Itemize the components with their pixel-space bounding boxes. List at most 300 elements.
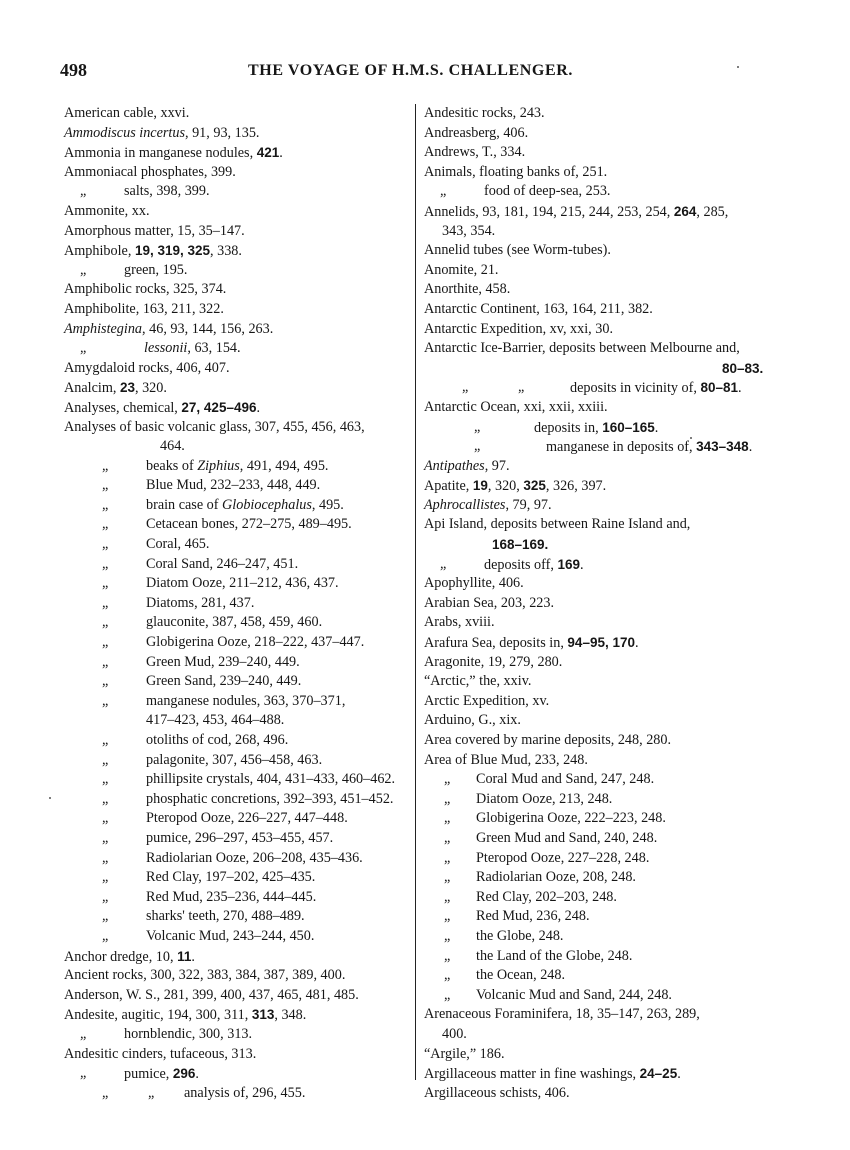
ditto-mark: „ — [102, 810, 109, 827]
entry-main: pumice, — [124, 1066, 173, 1083]
entry-tail: , 491, 494, 495. — [239, 457, 329, 474]
entry-text — [424, 476, 606, 497]
index-entry — [424, 143, 784, 163]
index-entry — [424, 378, 784, 398]
index-entry — [424, 653, 784, 673]
entry-text — [146, 770, 395, 790]
entry-main: Andesitic rocks, 243. — [424, 105, 545, 121]
ditto-mark: „ — [102, 751, 109, 768]
entry-main: Globigerina Ooze, 222–223, 248. — [476, 810, 666, 827]
index-entry — [64, 1025, 414, 1045]
ditto-mark: „ — [518, 379, 525, 396]
entry-text — [476, 770, 654, 790]
entry-text — [570, 378, 742, 399]
entry-main: Andrews, T., 334. — [424, 144, 526, 161]
ditto-mark: „ — [80, 1065, 87, 1082]
entry-text — [64, 300, 224, 320]
entry-main: sharks' teeth, 270, 488–489. — [146, 908, 305, 925]
entry-text — [146, 594, 254, 614]
italic-term: Ziphius — [197, 457, 240, 474]
entry-text — [424, 515, 690, 535]
index-entry — [64, 104, 414, 124]
index-entry — [424, 711, 784, 731]
entry-continuation: 400. — [442, 1025, 467, 1042]
index-entry — [64, 966, 414, 986]
index-entry — [424, 104, 784, 124]
index-entry — [64, 359, 414, 379]
index-entry — [64, 829, 414, 849]
entry-main: Coral Sand, 246–247, 451. — [146, 555, 299, 572]
entry-text — [64, 378, 167, 399]
entry-text — [146, 555, 298, 575]
entry-main: Diatom Ooze, 211–212, 436, 437. — [146, 575, 339, 592]
ditto-mark: „ — [444, 947, 451, 964]
index-entry — [64, 515, 414, 535]
entry-tail: . — [635, 635, 639, 652]
entry-continuation: 343, 354. — [442, 222, 496, 239]
index-entry — [64, 143, 414, 163]
entry-main: Coral, 465. — [146, 536, 210, 553]
entry-tail: . — [195, 1066, 199, 1083]
entry-text — [476, 849, 649, 869]
entry-main: Arabian Sea, 203, 223. — [424, 594, 555, 611]
index-entry — [64, 241, 414, 261]
entry-main: Amphibole, — [64, 243, 135, 260]
entry-main: Volcanic Mud, 243–244, 450. — [146, 927, 315, 944]
entry-text — [146, 790, 393, 810]
index-entry — [424, 163, 784, 183]
ditto-mark: „ — [102, 496, 109, 513]
bold-reference: 296 — [172, 1066, 196, 1082]
ditto-mark: „ — [444, 986, 451, 1003]
page-number: 498 — [60, 60, 87, 80]
ditto-mark: „ — [102, 927, 109, 944]
index-entry — [424, 437, 784, 457]
index-entry — [64, 1084, 414, 1104]
ditto-mark: „ — [102, 732, 109, 748]
entry-main: , 63, 154. — [187, 340, 241, 357]
ditto-mark: „ — [444, 967, 451, 984]
index-entry — [64, 633, 414, 653]
entry-tail: , 348. — [274, 1007, 307, 1024]
bold-reference: 11 — [177, 948, 192, 964]
entry-text — [424, 457, 510, 477]
index-entry — [424, 751, 784, 771]
entry-tail: , 338. — [210, 243, 242, 260]
entry-continuation: 80–83. — [722, 360, 764, 376]
entry-tail: , 320, — [487, 478, 524, 495]
entry-tail: , 326, 397. — [545, 478, 607, 495]
index-entry — [64, 163, 414, 183]
entry-main: food of deep-sea, 253. — [484, 183, 611, 200]
entry-text — [146, 515, 352, 535]
entry-text — [424, 339, 740, 359]
entry-main: pumice, 296–297, 453–455, 457. — [146, 829, 334, 846]
index-entry — [424, 986, 784, 1006]
entry-text — [484, 555, 584, 576]
entry-text — [476, 966, 565, 986]
entry-main: Red Clay, 197–202, 425–435. — [146, 869, 316, 886]
entry-text — [146, 809, 348, 829]
italic-term: lessonii — [144, 340, 188, 357]
ditto-mark: „ — [102, 849, 109, 866]
entry-main: Annelids, 93, 181, 194, 215, 244, 253, 254, — [424, 203, 674, 220]
entry-main: deposits in vicinity of, — [570, 380, 701, 397]
index-entry — [64, 613, 414, 633]
ditto-mark: „ — [80, 183, 87, 200]
entry-text — [64, 143, 283, 164]
entry-main: Green Sand, 239–240, 449. — [146, 673, 302, 690]
entry-text — [424, 104, 545, 124]
ditto-mark: „ — [102, 790, 109, 807]
entry-text — [146, 849, 363, 869]
entry-text — [424, 633, 639, 654]
entry-main: , 79, 97. — [505, 496, 552, 513]
entry-main: Ancient rocks, 300, 322, 383, 384, 387, 389, 400. — [64, 967, 346, 984]
entry-main: beaks of — [146, 457, 198, 474]
entry-main: deposits off, — [484, 556, 558, 573]
entry-main: Antarctic Ice-Barrier, deposits between Melbourne and, — [424, 340, 740, 357]
entry-text — [64, 280, 226, 300]
entry-tail: . — [654, 419, 659, 436]
index-entry — [424, 339, 784, 378]
ditto-mark: „ — [148, 1084, 155, 1101]
ditto-mark: „ — [102, 536, 109, 553]
entry-main: Aragonite, 19, 279, 280. — [424, 653, 563, 670]
entry-main: Green Mud, 239–240, 449. — [146, 653, 300, 670]
entry-tail: . — [677, 1066, 681, 1083]
entry-text — [64, 1045, 256, 1065]
entry-text — [424, 672, 531, 692]
entry-main: Arenaceous Foraminifera, 18, 35–147, 263, 289, — [424, 1006, 700, 1023]
entry-main: Area covered by marine deposits, 248, 280. — [424, 732, 672, 748]
stray-mark — [690, 437, 692, 439]
entry-main: Diatoms, 281, 437. — [146, 594, 255, 611]
entry-main: Anchor dredge, 10, — [64, 948, 178, 965]
index-entry — [64, 986, 414, 1006]
entry-main: Green Mud and Sand, 240, 248. — [476, 829, 658, 846]
index-entry — [64, 1005, 414, 1025]
index-entry — [424, 280, 784, 300]
ditto-mark: „ — [444, 927, 451, 944]
entry-main: Amorphous matter, 15, 35–147. — [64, 222, 245, 239]
ditto-mark: „ — [462, 379, 469, 396]
index-entry — [64, 888, 414, 908]
entry-main: the Ocean, 248. — [476, 967, 566, 984]
entry-tail: . — [738, 380, 742, 397]
entry-text — [476, 868, 636, 888]
entry-main: Pteropod Ooze, 226–227, 447–448. — [146, 810, 348, 827]
entry-text — [476, 986, 672, 1006]
ditto-mark: „ — [444, 908, 451, 925]
ditto-mark: „ — [102, 516, 109, 533]
entry-main: Radiolarian Ooze, 208, 248. — [476, 869, 636, 886]
ditto-mark: „ — [80, 261, 87, 278]
index-entry — [64, 809, 414, 829]
index-entry — [424, 418, 784, 438]
index-entry — [424, 496, 784, 516]
entry-text — [144, 339, 241, 359]
entry-text — [146, 633, 364, 653]
entry-main: Anomite, 21. — [424, 261, 499, 278]
entry-text — [64, 1005, 306, 1026]
index-entry — [64, 555, 414, 575]
entry-text — [424, 1005, 700, 1025]
index-entry — [424, 594, 784, 614]
entry-text — [424, 300, 653, 320]
entry-text — [146, 927, 314, 947]
bold-reference: 23 — [119, 380, 135, 396]
entry-tail: , 495. — [311, 496, 344, 513]
entry-tail: . — [748, 439, 753, 456]
entry-text — [64, 359, 230, 379]
index-entry — [424, 613, 784, 633]
entry-main: salts, 398, 399. — [124, 183, 210, 200]
ditto-mark: „ — [444, 829, 451, 846]
entry-tail: . — [191, 948, 195, 965]
entry-text — [64, 398, 260, 419]
index-entry — [64, 653, 414, 673]
ditto-mark: „ — [102, 1084, 109, 1101]
entry-main: Amphibolite, 163, 211, 322. — [64, 300, 224, 317]
entry-tail: , 320. — [134, 380, 167, 397]
entry-tail: . — [279, 145, 283, 162]
entry-tail: . — [256, 399, 261, 416]
entry-main: Argillaceous matter in fine washings, — [424, 1066, 640, 1083]
index-entry — [64, 751, 414, 771]
entry-main: Area of Blue Mud, 233, 248. — [424, 751, 588, 768]
entry-text — [476, 888, 617, 908]
entry-text — [146, 907, 305, 927]
entry-main: Pteropod Ooze, 227–228, 248. — [476, 849, 650, 866]
entry-continuation: 417–423, 453, 464–488. — [146, 712, 285, 729]
entry-main: Volcanic Mud and Sand, 244, 248. — [476, 986, 672, 1003]
entry-main: phillipsite crystals, 404, 431–433, 460–462. — [146, 771, 396, 788]
index-entry — [424, 202, 784, 241]
entry-text — [476, 947, 632, 967]
index-entry — [64, 731, 414, 751]
index-entry — [424, 457, 784, 477]
ditto-mark: „ — [80, 1025, 87, 1042]
entry-text — [124, 261, 187, 281]
entry-main: the Land of the Globe, 248. — [476, 947, 633, 964]
entry-text — [424, 1084, 570, 1104]
index-entry — [424, 770, 784, 790]
index-entry — [64, 692, 414, 731]
entry-main: Apatite, — [424, 478, 473, 495]
entry-text — [424, 692, 549, 712]
index-entry — [64, 124, 414, 144]
index-entry — [64, 535, 414, 555]
entry-main: Ammoniacal phosphates, 399. — [64, 163, 236, 180]
stray-mark — [49, 797, 51, 799]
index-entry — [424, 476, 784, 496]
entry-main: Blue Mud, 232–233, 448, 449. — [146, 477, 321, 494]
entry-main: Api Island, deposits between Raine Island and, — [424, 516, 691, 533]
entry-main: , 97. — [484, 457, 510, 474]
entry-text — [146, 574, 339, 594]
entry-text — [476, 809, 666, 829]
page-header — [0, 60, 850, 84]
entry-text — [424, 1045, 505, 1065]
index-entry — [424, 849, 784, 869]
entry-text — [146, 535, 209, 555]
bold-reference: 169 — [557, 556, 580, 572]
entry-main: American cable, xxvi. — [64, 105, 190, 121]
entry-main: Globigerina Ooze, 218–222, 437–447. — [146, 634, 365, 651]
index-entry — [64, 770, 414, 790]
entry-main: palagonite, 307, 456–458, 463. — [146, 751, 323, 768]
entry-text — [64, 966, 345, 986]
entry-main: Anderson, W. S., 281, 399, 400, 437, 465, 481, 485. — [64, 986, 359, 1003]
entry-text — [424, 731, 671, 751]
entry-main: Analcim, — [64, 380, 120, 397]
entry-text — [146, 829, 333, 849]
index-entry — [424, 574, 784, 594]
index-entry — [424, 398, 784, 418]
entry-main: Red Mud, 235–236, 444–445. — [146, 888, 317, 905]
entry-main: Andesitic cinders, tufaceous, 313. — [64, 1045, 257, 1062]
index-entry — [64, 594, 414, 614]
ditto-mark: „ — [102, 908, 109, 925]
entry-text — [424, 143, 525, 163]
index-entry — [424, 300, 784, 320]
entry-text — [146, 476, 320, 496]
index-entry — [424, 1045, 784, 1065]
entry-text — [424, 320, 613, 340]
ditto-mark: „ — [102, 771, 109, 788]
index-entry — [424, 692, 784, 712]
index-entry — [64, 280, 414, 300]
entry-text — [546, 437, 752, 458]
entry-text — [146, 496, 344, 516]
entry-main: analysis of, 296, 455. — [184, 1084, 306, 1101]
ditto-mark: „ — [102, 829, 109, 846]
index-entry — [64, 300, 414, 320]
index-entry — [424, 907, 784, 927]
entry-main: otoliths of cod, 268, 496. — [146, 732, 289, 748]
entry-main: Ammonite, xx. — [64, 202, 150, 219]
index-entry — [64, 457, 414, 477]
entry-text — [64, 222, 245, 242]
index-entry — [424, 515, 784, 554]
ditto-mark: „ — [80, 340, 87, 357]
entry-text — [64, 241, 242, 262]
entry-text — [424, 280, 510, 300]
running-title: THE VOYAGE OF H.M.S. CHALLENGER. — [248, 62, 574, 79]
entry-main: , 91, 93, 135. — [184, 124, 260, 141]
bold-reference: 27, 425–496 — [181, 399, 257, 415]
entry-text — [146, 692, 345, 712]
entry-text — [64, 124, 259, 144]
entry-text — [146, 888, 316, 908]
entry-text — [146, 613, 322, 633]
index-entry — [64, 868, 414, 888]
entry-text — [476, 790, 612, 810]
ditto-mark: „ — [444, 771, 451, 788]
entry-continuation: 168–169. — [492, 537, 549, 553]
ditto-mark: „ — [102, 575, 109, 592]
index-column-right — [424, 104, 784, 1103]
bold-reference: 160–165 — [602, 419, 655, 435]
ditto-mark: „ — [102, 594, 109, 611]
entry-text — [424, 751, 588, 771]
ditto-mark: „ — [444, 849, 451, 866]
entry-text — [424, 711, 521, 731]
bold-reference: 313 — [251, 1007, 275, 1023]
entry-text — [124, 1064, 199, 1085]
ditto-mark: „ — [102, 457, 109, 474]
entry-main: Andesite, augitic, 194, 300, 311, — [64, 1007, 252, 1024]
entry-text — [146, 868, 315, 888]
ditto-mark: „ — [474, 438, 481, 455]
entry-main: hornblendic, 300, 313. — [124, 1025, 253, 1042]
entry-text — [424, 241, 611, 261]
entry-main: Annelid tubes (see Worm-tubes). — [424, 242, 611, 259]
entry-main: Arafura Sea, deposits in, — [424, 635, 568, 652]
entry-text — [534, 418, 658, 439]
index-entry — [424, 261, 784, 281]
index-entry — [424, 182, 784, 202]
ditto-mark: „ — [474, 418, 481, 435]
entry-text — [146, 457, 328, 477]
index-entry — [424, 241, 784, 261]
entry-text — [476, 907, 590, 927]
index-entry — [64, 672, 414, 692]
ditto-mark: „ — [102, 692, 109, 709]
entry-main: Animals, floating banks of, 251. — [424, 163, 608, 180]
entry-text — [424, 124, 528, 144]
entry-text — [64, 947, 195, 968]
ditto-mark: „ — [102, 555, 109, 572]
entry-text — [424, 594, 554, 614]
entry-main: the Globe, 248. — [476, 927, 564, 944]
index-entry — [424, 555, 784, 575]
entry-text — [124, 1025, 252, 1045]
entry-main: Radiolarian Ooze, 206–208, 435–436. — [146, 849, 363, 866]
italic-term: Antipathes — [424, 457, 485, 474]
bold-reference: 264 — [673, 203, 697, 219]
bold-reference: 94–95, 170 — [567, 635, 635, 651]
ditto-mark: „ — [444, 810, 451, 827]
entry-main: Anorthite, 458. — [424, 281, 511, 298]
italic-term: Ammodiscus incertus — [64, 124, 185, 141]
entry-text — [146, 653, 300, 673]
entry-main: manganese nodules, 363, 370–371, — [146, 692, 346, 709]
italic-term: Amphistegina — [64, 320, 143, 337]
index-entry — [64, 339, 414, 359]
index-entry — [64, 907, 414, 927]
index-entry — [64, 261, 414, 281]
index-entry — [424, 888, 784, 908]
entry-text — [424, 163, 607, 183]
entry-main: Analyses, chemical, — [64, 399, 182, 416]
index-entry — [64, 927, 414, 947]
entry-main: Arctic Expedition, xv. — [424, 692, 550, 709]
entry-text — [424, 496, 552, 516]
index-entry — [424, 947, 784, 967]
entry-text — [424, 613, 495, 633]
entry-text — [476, 927, 563, 947]
entry-main: Apophyllite, 406. — [424, 575, 524, 592]
index-entry — [64, 222, 414, 242]
index-entry — [424, 1005, 784, 1044]
entry-text — [124, 182, 210, 202]
entry-main: glauconite, 387, 458, 459, 460. — [146, 614, 323, 631]
index-entry — [64, 496, 414, 516]
index-entry — [64, 182, 414, 202]
entry-text — [424, 261, 498, 281]
